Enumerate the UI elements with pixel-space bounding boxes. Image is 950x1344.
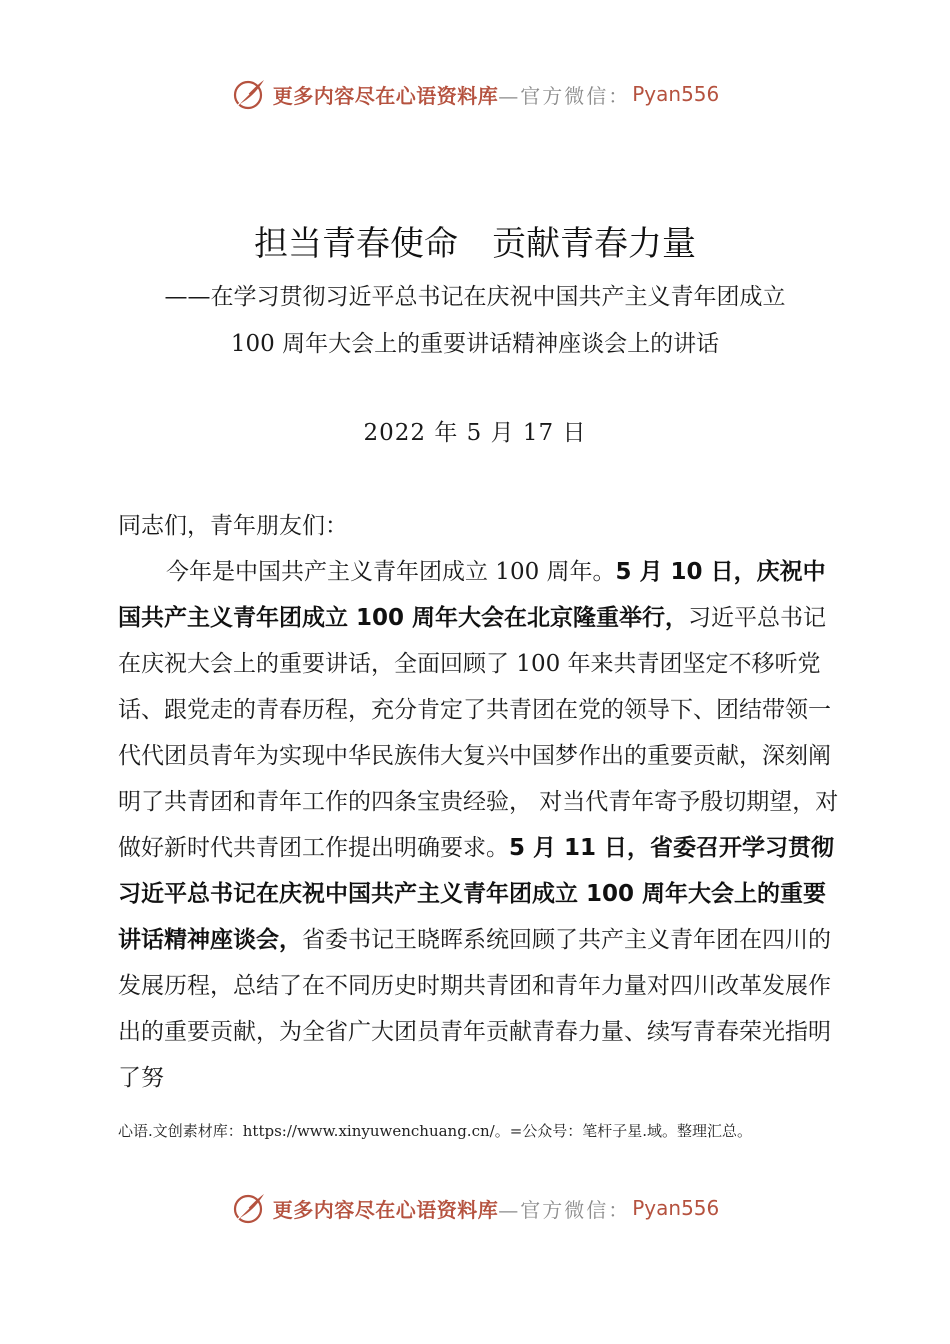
para1-text-2: 习近平总书记在庆祝大会上的重要讲话，全面回顾了 100 年来共青团坚定不移听党话、跟党走的青春历程，充分肯定了共青团在党的领导下、团结带领一代代团员青年为实现中华民族伟大复兴中国梦作出的重要贡献，深刻阐明了共青团和青年工作的四条宝贵经验， 对当代青年寄予殷切期望，对做好新时代共青团工作提出明确要求。: [118, 605, 839, 861]
para1-text-3: 省委书记王晓晖系统回顾了共产主义青年团在四川的发展历程，总结了在不同历史时期共青团和青年力量对四川改革发展作出的重要贡献，为全省广大团员青年贡献青春力量、续写青春荣光指明了努: [118, 927, 831, 1091]
salutation: 同志们，青年朋友们：: [118, 513, 348, 539]
footer-source-note: 心语.文创素材库：https://www.xinyuwenchuang.cn/。=公众号：笔杆子星.域。整理汇总。: [118, 1122, 753, 1140]
para1-bold-2: 5 月 11 日，省委召开学习贯彻习近平总书记在庆祝中国共产主义青年团成立 100 周年大会上的重要讲话精神座谈会，: [118, 835, 835, 953]
watermark-official-text: —官方微信：: [498, 1197, 631, 1222]
watermark-wechat-id: Pyan556: [632, 82, 720, 106]
document-body: [118, 503, 840, 1101]
subtitle-line-1: ——在学习贯彻习近平总书记在庆祝中国共产主义青年团成立: [164, 284, 786, 310]
watermark-lead-text: 更多内容尽在心语资料库: [272, 1197, 499, 1222]
feather-pen-logo-icon: [231, 76, 267, 112]
watermark-wechat-id: Pyan556: [632, 1196, 720, 1220]
watermark-banner-top: [0, 72, 950, 116]
watermark-lead-text: 更多内容尽在心语资料库: [272, 83, 499, 108]
watermark-official-text: —官方微信：: [498, 83, 631, 108]
para1-text-1: 今年是中国共产主义青年团成立 100 周年。: [166, 559, 616, 585]
document-date: 2022 年 5 月 17 日: [363, 420, 587, 446]
subtitle-line-2: 100 周年大会上的重要讲话精神座谈会上的讲话: [230, 331, 720, 357]
watermark-banner-bottom: [0, 1186, 950, 1230]
page-title: 担当青春使命 贡献青春力量: [254, 224, 696, 264]
paragraph-1: [118, 549, 840, 1101]
feather-pen-logo-icon: [231, 1190, 267, 1226]
para1-bold-1: 5 月 10 日，庆祝中国共产主义青年团成立 100 周年大会在北京隆重举行，: [118, 559, 826, 631]
